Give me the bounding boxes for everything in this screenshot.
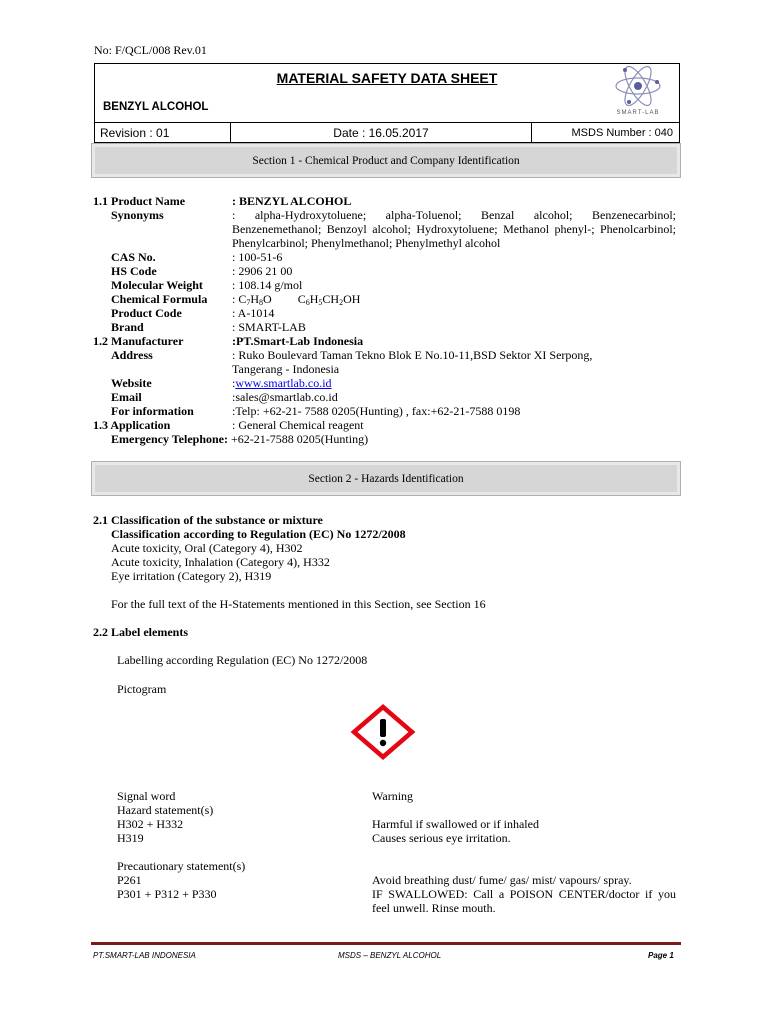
molecular-weight-value: : 108.14 g/mol [232,278,303,292]
smartlab-logo-icon [599,58,677,118]
revision: Revision : 01 [100,125,170,140]
emergency-label: Emergency Telephone: [111,432,228,446]
formula-1-sub: 8 [259,298,264,307]
footer-page: Page 1 [648,951,674,960]
section-1-title: Section 1 - Chemical Product and Company Identification [252,154,520,167]
product-name-value: : BENZYL ALCOHOL [232,194,352,208]
formula-2-sub: 5 [318,298,323,307]
hazard-code: H302 + H332 [117,817,184,831]
footer-rule [91,942,681,945]
formula-2-sub: 2 [339,298,344,307]
formula-2: H [309,292,319,306]
revision-date: Date : 16.05.2017 [333,125,429,140]
synonyms-value: : alpha-Hydroxytoluene; alpha-Toluenol; Benzal alcohol; Benzenecarbinol; Benzenemethanol; Benzoyl alcohol; Hydroxytoluene; Methanol phenyl-; Phenolcarbinol; Phenylcarbinol; Phenylmethanol; Phenylmethyl alcohol [232,208,676,250]
emergency-telephone [111,432,368,446]
manufacturer-value: :PT.Smart-Lab Indonesia [232,334,364,348]
website-label: Website [111,376,152,390]
formula-2: CH [322,292,340,306]
emergency-value: +62-21-7588 0205(Hunting) [228,432,369,446]
product-code-label: Product Code [111,306,182,320]
section-2-bar [91,461,681,496]
formula-1: H [250,292,260,306]
product-code-value: : A-1014 [232,306,275,320]
formula-1-sub: 7 [246,298,251,307]
formula-1: C [238,292,247,306]
signal-word-label: Signal word [117,789,176,803]
section-2-title: Section 2 - Hazards Identification [308,472,464,485]
precautionary-label: Precautionary statement(s) [117,859,246,873]
classification-item: Eye irritation (Category 2), H319 [111,569,272,583]
formula-prefix: : [232,292,239,306]
signal-word-value: Warning [372,789,414,803]
msds-number-cell [532,123,679,142]
hazard-statements-label: Hazard statement(s) [117,803,214,817]
precautionary-text: IF SWALLOWED: Call a POISON CENTER/doctor if you feel unwell. Rinse mouth. [372,887,676,915]
email-label: Email [111,390,142,404]
revision-row [94,122,680,143]
section-1-bar [91,143,681,178]
product-name-label: 1.1 Product Name [93,194,186,208]
brand-label: Brand [111,320,144,334]
pictogram-label: Pictogram [117,682,167,696]
classification-item: Acute toxicity, Oral (Category 4), H302 [111,541,303,555]
application-value: : General Chemical reagent [232,418,364,432]
labelling-text: Labelling according Regulation (EC) No 1272/2008 [117,653,368,667]
information-label: For information [111,404,194,418]
molecular-weight-label: Molecular Weight [111,278,203,292]
email-value: :sales@smartlab.co.id [232,390,338,404]
document-number: No: F/QCL/008 Rev.01 [94,43,207,57]
precautionary-code: P301 + P312 + P330 [117,887,217,901]
hazard-text: Harmful if swallowed or if inhaled [372,817,539,831]
hs-code-label: HS Code [111,264,157,278]
header-box [94,63,680,123]
synonyms-label: Synonyms [111,208,164,222]
hazard-code: H319 [117,831,144,845]
hazard-text: Causes serious eye irritation. [372,831,511,845]
hs-code-value: : 2906 21 00 [232,264,293,278]
manufacturer-label: 1.2 Manufacturer [93,334,184,348]
chemical-formula-label: Chemical Formula [111,292,208,306]
classification-subheading: Classification according to Regulation (EC) No 1272/2008 [111,527,406,541]
classification-item: Acute toxicity, Inhalation (Category 4), H332 [111,555,330,569]
website-value [232,376,332,390]
chemical-formula-value [232,292,360,306]
formula-2-sub: 6 [305,298,310,307]
address-line-1: : Ruko Boulevard Taman Tekno Blok E No.10-11,BSD Sektor XI Serpong, [232,348,593,362]
exclamation-mark-pictogram-icon [346,704,420,760]
application-label: 1.3 Application [93,418,171,432]
precautionary-code: P261 [117,873,142,887]
formula-2: C [297,292,306,306]
product-heading: BENZYL ALCOHOL [103,101,209,113]
precautionary-text: Avoid breathing dust/ fume/ gas/ mist/ vapours/ spray. [372,873,632,887]
document-title: MATERIAL SAFETY DATA SHEET [276,70,498,86]
footer-company: PT.SMART-LAB INDONESIA [93,951,196,960]
classification-heading: 2.1 Classification of the substance or mixture [93,513,323,527]
cas-label: CAS No. [111,250,156,264]
brand-value: : SMART-LAB [232,320,306,334]
full-text-note: For the full text of the H-Statements mentioned in this Section, see Section 16 [111,597,486,611]
label-elements-heading: 2.2 Label elements [93,625,188,639]
information-value: :Telp: +62-21- 7588 0205(Hunting) , fax:+62-21-7588 0198 [232,404,521,418]
logo-text: SMART-LAB [616,110,660,116]
date-cell [231,123,532,142]
cas-value: : 100-51-6 [232,250,283,264]
revision-cell [95,123,231,142]
footer-document: MSDS – BENZYL ALCOHOL [338,951,442,960]
msds-number: MSDS Number : 040 [571,126,673,139]
formula-1: O [263,292,272,306]
address-line-2: Tangerang - Indonesia [232,362,340,376]
website-link[interactable]: www.smartlab.co.id [235,376,332,390]
formula-2: OH [343,292,361,306]
address-label: Address [111,348,153,362]
website-prefix: : [232,376,236,390]
